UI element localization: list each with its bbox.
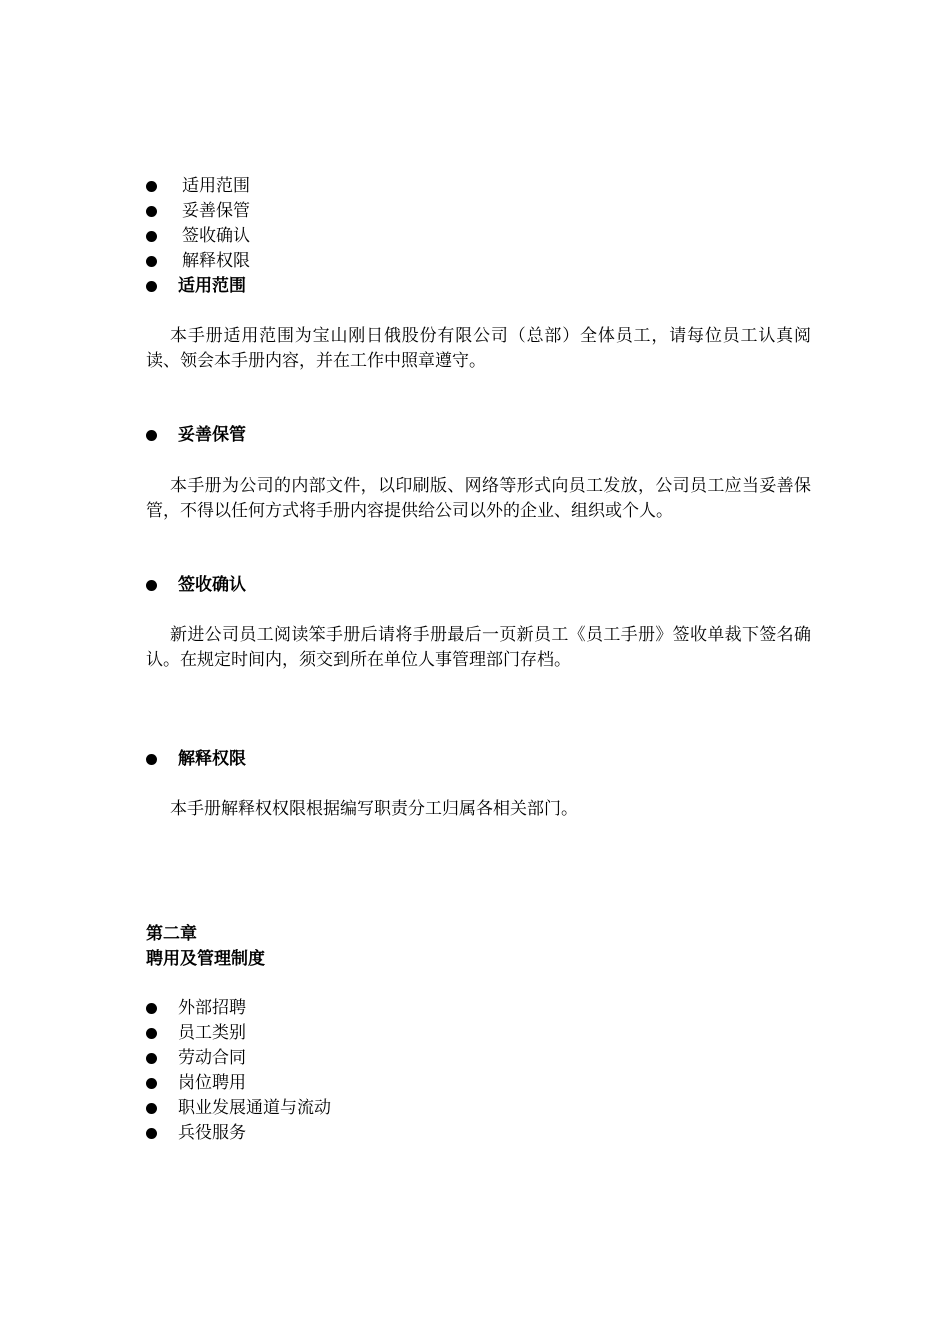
section-heading: 妥善保管: [178, 425, 246, 445]
bullet-icon: [146, 1028, 157, 1039]
list-item-label: 岗位聘用: [178, 1073, 246, 1093]
list-item-label: 兵役服务: [178, 1123, 246, 1143]
list-item-label: 员工类别: [178, 1023, 246, 1043]
bullet-icon: [146, 430, 157, 441]
bullet-icon: [146, 754, 157, 765]
bullet-icon: [146, 256, 157, 267]
chapter-title: 聘用及管理制度: [146, 949, 265, 969]
bullet-icon: [146, 231, 157, 242]
section-body: 本手册适用范围为宝山刚日俄股份有限公司（总部）全体员工，请每位员工认真阅读、领会本手册内容，并在工作中照章遵守。: [146, 326, 811, 371]
bullet-icon: [146, 1078, 157, 1089]
section-body: 本手册为公司的内部文件，以印刷版、网络等形式向员工发放，公司员工应当妥善保管，不得以任何方式将手册内容提供给公司以外的企业、组织或个人。: [146, 476, 811, 521]
bullet-icon: [146, 1103, 157, 1114]
section-body: 本手册解释权权限根据编写职责分工归属各相关部门。: [170, 799, 578, 819]
section-heading: 签收确认: [178, 575, 246, 595]
list-item-label: 职业发展通道与流动: [178, 1098, 331, 1118]
bullet-icon: [146, 1003, 157, 1014]
bullet-icon: [146, 1128, 157, 1139]
bullet-icon: [146, 181, 157, 192]
toc-item-label: 解释权限: [182, 251, 250, 271]
section-body: 新进公司员工阅读笨手册后请将手册最后一页新员工《员工手册》签收单裁下签名确认。在规定时间内，须交到所在单位人事管理部门存档。: [146, 625, 811, 670]
bullet-icon: [146, 281, 157, 292]
toc-item-label: 签收确认: [182, 226, 250, 246]
bullet-icon: [146, 580, 157, 591]
bullet-icon: [146, 206, 157, 217]
list-item-label: 劳动合同: [178, 1048, 246, 1068]
chapter-number: 第二章: [146, 924, 197, 944]
section-heading: 适用范围: [178, 276, 246, 296]
section-heading: 解释权限: [178, 749, 246, 769]
toc-item-label: 适用范围: [182, 176, 250, 196]
list-item-label: 外部招聘: [178, 998, 246, 1018]
toc-item-label: 妥善保管: [182, 201, 250, 221]
bullet-icon: [146, 1053, 157, 1064]
